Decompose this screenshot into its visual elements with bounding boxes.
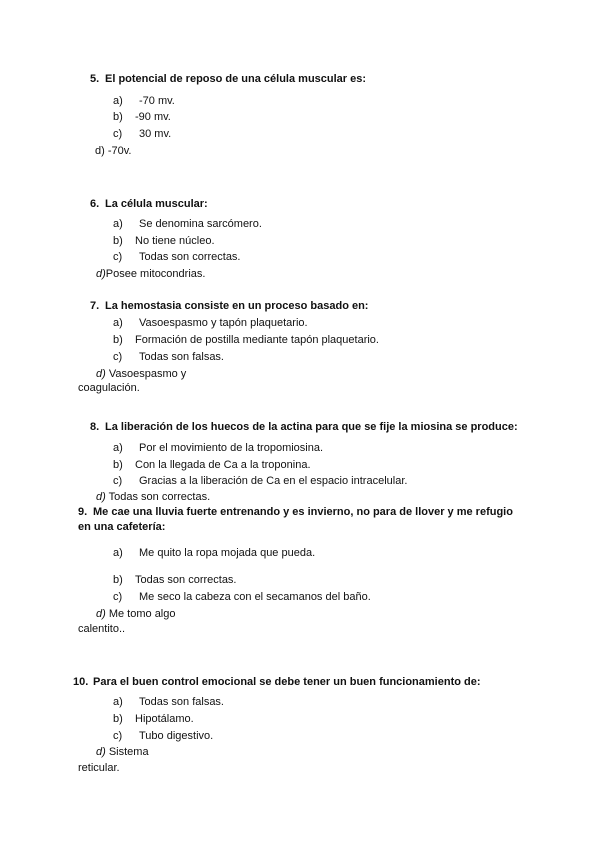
question-9-number: 9. (78, 506, 88, 518)
q7-option-d-text: Vasoespasmo y (108, 368, 187, 380)
q8-option-a-letter: a) (113, 442, 123, 454)
q7-option-d (96, 368, 186, 381)
q6-option-a-text: Se denomina sarcómero. (139, 218, 262, 230)
q6-option-c-text: Todas son correctas. (139, 251, 241, 263)
q6-option-d-letter: d) (96, 268, 106, 280)
question-10-number: 10. (73, 676, 89, 688)
q10-option-d-letter: d) (96, 746, 106, 758)
q9-option-d-text: Me tomo algo (108, 608, 176, 620)
question-9-text: Me cae una lluvia fuerte entrenando y es invierno, no para de llover y me refugio (93, 506, 513, 518)
q7-option-b-letter: b) (113, 334, 123, 346)
q7-option-b-text: Formación de postilla mediante tapón plaquetario. (135, 334, 379, 346)
q7-option-a-text: Vasoespasmo y tapón plaquetario. (139, 317, 308, 329)
q9-option-b-letter: b) (113, 574, 123, 586)
question-8-number: 8. (90, 421, 100, 433)
q6-option-d (96, 268, 205, 281)
question-7-text: La hemostasia consiste en un proceso basado en: (105, 300, 369, 312)
q8-option-c-text: Gracias a la liberación de Ca en el espacio intracelular. (139, 475, 408, 487)
q8-option-d-letter: d) (96, 491, 106, 503)
q8-option-d (96, 491, 210, 504)
q9-option-c-text: Me seco la cabeza con el secamanos del baño. (139, 591, 371, 603)
q5-option-a-text: -70 mv. (139, 95, 175, 107)
q7-option-c-letter: c) (113, 351, 123, 363)
q9-option-a-text: Me quito la ropa mojada que pueda. (139, 547, 316, 559)
question-5-number: 5. (90, 73, 100, 85)
q10-option-a-text: Todas son falsas. (139, 696, 224, 708)
q9-option-b-text: Todas son correctas. (135, 574, 237, 586)
q10-option-a-letter: a) (113, 696, 123, 708)
q8-option-b-text: Con la llegada de Ca a la troponina. (135, 459, 311, 471)
question-5-text: El potencial de reposo de una célula muscular es: (105, 73, 367, 85)
q10-option-c-text: Tubo digestivo. (139, 730, 214, 742)
question-10-text: Para el buen control emocional se debe tener un buen funcionamiento de: (93, 676, 481, 688)
question-8-text: La liberación de los huecos de la actina para que se fije la miosina se produce: (105, 421, 518, 433)
q5-option-c-letter: c) (113, 128, 123, 140)
q5-option-a-letter: a) (113, 95, 123, 107)
q9-option-c-letter: c) (113, 591, 123, 603)
q6-option-d-text: Posee mitocondrias. (105, 268, 206, 280)
q5-option-d: d) -70v. (95, 145, 132, 157)
q6-option-b-text: No tiene núcleo. (135, 235, 215, 247)
q9-option-d-continuation: calentito.. (78, 623, 126, 635)
q7-option-d-letter: d) (96, 368, 106, 380)
question-7-number: 7. (90, 300, 100, 312)
q7-option-d-continuation: coagulación. (78, 382, 140, 394)
q7-option-a-letter: a) (113, 317, 123, 329)
q10-option-d (96, 746, 149, 759)
q9-option-d (96, 608, 176, 621)
question-9-text-cont: en una cafetería: (78, 521, 166, 533)
q10-option-c-letter: c) (113, 730, 123, 742)
q7-option-c-text: Todas son falsas. (139, 351, 224, 363)
q8-option-d-text: Todas son correctas. (108, 491, 211, 503)
question-6-text: La célula muscular: (105, 198, 208, 210)
q9-option-a-letter: a) (113, 547, 123, 559)
q8-option-a-text: Por el movimiento de la tropomiosina. (139, 442, 324, 454)
q5-option-b-letter: b) (113, 111, 123, 123)
q5-option-c-text: 30 mv. (139, 128, 172, 140)
q5-option-b-text: -90 mv. (135, 111, 171, 123)
q9-option-d-letter: d) (96, 608, 106, 620)
q8-option-b-letter: b) (113, 459, 123, 471)
q6-option-a-letter: a) (113, 218, 123, 230)
q6-option-b-letter: b) (113, 235, 123, 247)
q10-option-b-letter: b) (113, 713, 123, 725)
q10-option-d-continuation: reticular. (78, 762, 120, 774)
q10-option-b-text: Hipotálamo. (135, 713, 194, 725)
q6-option-c-letter: c) (113, 251, 123, 263)
q10-option-d-text: Sistema (108, 746, 149, 758)
question-6-number: 6. (90, 198, 100, 210)
q8-option-c-letter: c) (113, 475, 123, 487)
